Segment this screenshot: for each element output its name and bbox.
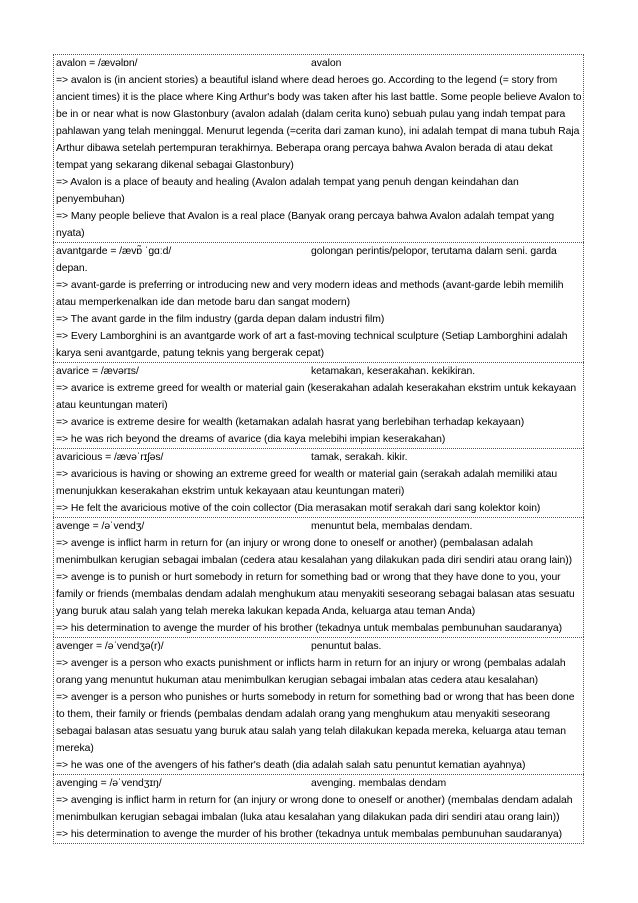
headword: avantgarde = /ævɒ̃ ˈɡɑːd/ bbox=[56, 246, 172, 257]
headword: avalon = /ævəlɒn/ bbox=[56, 58, 138, 69]
entry-header bbox=[56, 449, 582, 466]
definition-line: => Many people believe that Avalon is a real place (Banyak orang percaya bahwa Avalon adalah tempat yang nyata) bbox=[56, 211, 555, 239]
entry-avarice bbox=[53, 362, 584, 448]
entry-header bbox=[56, 363, 582, 380]
entry-header bbox=[56, 55, 582, 72]
headword: avarice = /ævərɪs/ bbox=[56, 366, 139, 377]
entry-avenging bbox=[53, 774, 584, 844]
dictionary-page bbox=[53, 54, 584, 844]
headword: avenger = /əˈvendʒə(r)/ bbox=[56, 641, 164, 652]
entry-header bbox=[56, 518, 582, 535]
definition-line: => avalon is (in ancient stories) a beautiful island where dead heroes go. According to the legend (= story from ancient times) it is the place where King Arthur's body was taken after his last battle. Some people believe Avalon to be in or near what is now Glastonbury (avalon adalah (dalam cerita kuno) sebuah pulau yang indah tempat para pahlawan yang telah meninggal. Menurut legenda (=cerita dari zaman kuno), ini adalah tempat di mana tubuh Raja Arthur dibawa setelah pertempuran terakhirnya. Beberapa orang percaya bahwa Avalon berada di atau dekat tempat yang sekarang dikenal sebagai Glastonbury) bbox=[56, 75, 582, 171]
definition-line: => avenger is a person who exacts punishment or inflicts harm in return for an injury or wrong (pembalas adalah orang yang menuntut hukuman atau menimbulkan kerugian sebagai imbalan atas cedera atau kesalahan) bbox=[56, 658, 566, 686]
entry-avalon bbox=[53, 54, 584, 242]
entry-header bbox=[56, 243, 582, 277]
entry-avenger bbox=[53, 637, 584, 774]
meaning: menuntut bela, membalas dendam. bbox=[311, 521, 473, 532]
meaning: ketamakan, keserakahan. kekikiran. bbox=[311, 366, 476, 377]
meaning: penuntut balas. bbox=[311, 641, 382, 652]
entry-avantgarde bbox=[53, 242, 584, 362]
definition-line: => He felt the avaricious motive of the coin collector (Dia merasakan motif serakah dari sang kolektor koin) bbox=[56, 503, 541, 514]
meaning: golongan perintis/pelopor, terutama dalam seni. garda depan. bbox=[56, 246, 557, 274]
headword: avenging = /əˈvendʒɪŋ/ bbox=[56, 778, 162, 789]
definition-line: => avarice is extreme greed for wealth or material gain (keserakahan adalah keserakahan ekstrim untuk kekayaan atau keuntungan materi) bbox=[56, 383, 577, 411]
entry-header bbox=[56, 638, 582, 655]
entry-avaricious bbox=[53, 448, 584, 517]
definition-line: => avaricious is having or showing an extreme greed for wealth or material gain (serakah adalah memiliki atau menunjukkan keserakahan ekstrim untuk kekayaan atau keuntungan materi) bbox=[56, 469, 558, 497]
definition-line: => The avant garde in the film industry (garda depan dalam industri film) bbox=[56, 314, 385, 325]
entry-header bbox=[56, 775, 582, 792]
definition-line: => avenge is inflict harm in return for (an injury or wrong done to oneself or another) (pembalasan adalah menimbulkan kerugian sebagai imbalan (cedera atau kesalahan yang dilakukan pada diri sendiri atau orang lain)) bbox=[56, 538, 573, 566]
definition-line: => Every Lamborghini is an avantgarde work of art a fast-moving technical sculpture (Setiap Lamborghini adalah karya seni avantgarde, patung teknis yang bergerak cepat) bbox=[56, 331, 568, 359]
definition-line: => he was rich beyond the dreams of avarice (dia kaya melebihi impian keserakahan) bbox=[56, 434, 446, 445]
definition-line: => his determination to avenge the murder of his brother (tekadnya untuk membalas pembunuhan saudaranya) bbox=[56, 623, 562, 634]
definition-line: => avenge is to punish or hurt somebody in return for something bad or wrong that they have done to you, your family or friends (membalas dendam adalah menghukum atau menyakiti seseorang sebagai balasan atas sesuatu yang buruk atau salah yang telah mereka lakukan kepada Anda, keluarga atau teman Anda) bbox=[56, 572, 575, 617]
headword: avaricious = /ævəˈrɪʃəs/ bbox=[56, 452, 164, 463]
definition-line: => avant-garde is preferring or introducing new and very modern ideas and methods (avant-garde lebih memilih atau memperkenalkan ide dan metode baru dan sangat modern) bbox=[56, 280, 564, 308]
meaning: avenging. membalas dendam bbox=[311, 778, 447, 789]
definition-line: => avenger is a person who punishes or hurts somebody in return for something bad or wrong that has been done to them, their family or friends (pembalas dendam adalah orang yang menghukum atau menyakiti seseorang sebagai balasan atas sesuatu yang buruk atau salah yang telah dilakukan kepada mereka, keluarga atau teman mereka) bbox=[56, 692, 575, 754]
meaning: avalon bbox=[311, 58, 342, 69]
definition-line: => avarice is extreme desire for wealth (ketamakan adalah hasrat yang berlebihan terhadap kekayaan) bbox=[56, 417, 525, 428]
headword: avenge = /əˈvendʒ/ bbox=[56, 521, 145, 532]
entry-avenge bbox=[53, 517, 584, 637]
definition-line: => avenging is inflict harm in return for (an injury or wrong done to oneself or another) (membalas dendam adalah menimbulkan kerugian sebagai imbalan (luka atau kesalahan yang dilakukan pada diri sendiri atau orang lain)) bbox=[56, 795, 573, 823]
meaning: tamak, serakah. kikir. bbox=[311, 452, 408, 463]
definition-line: => he was one of the avengers of his father's death (dia adalah salah satu penuntut kematian ayahnya) bbox=[56, 760, 526, 771]
definition-line: => Avalon is a place of beauty and healing (Avalon adalah tempat yang penuh dengan keindahan dan penyembuhan) bbox=[56, 177, 519, 205]
definition-line: => his determination to avenge the murder of his brother (tekadnya untuk membalas pembunuhan saudaranya) bbox=[56, 829, 562, 840]
